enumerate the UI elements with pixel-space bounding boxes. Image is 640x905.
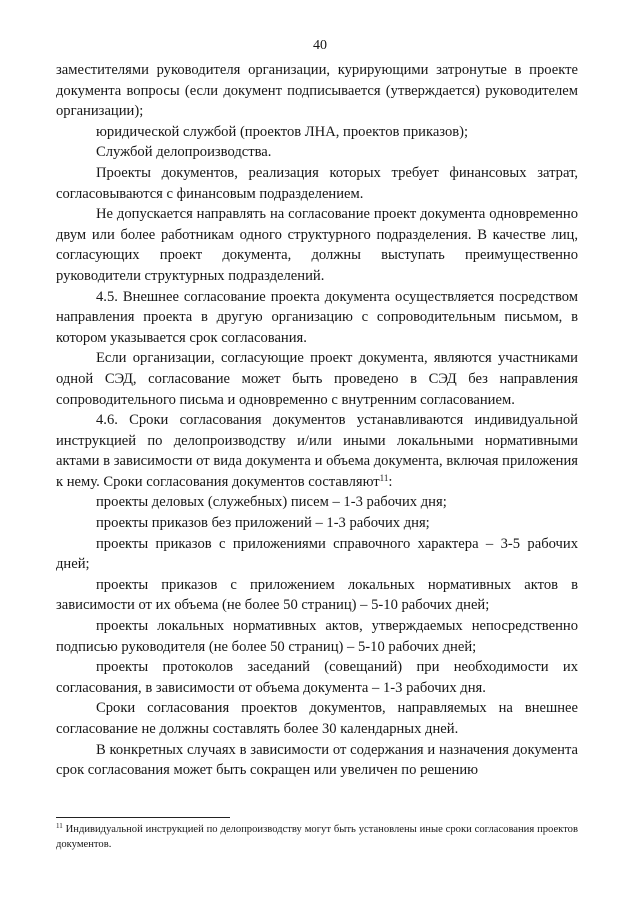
paragraph: Службой делопроизводства. xyxy=(96,144,272,161)
footnote-reference[interactable]: 11 xyxy=(379,472,389,483)
paragraph: проекты деловых (служебных) писем – 1-3 рабочих дня; xyxy=(96,494,447,511)
paragraph: В конкретных случаях в зависимости от содержания и назначения документа срок согласования может быть сокращен или увеличен по решению xyxy=(56,741,578,779)
footnote-number: 11 xyxy=(56,822,63,830)
paragraph: юридической службой (проектов ЛНА, проектов приказов); xyxy=(96,123,469,140)
paragraph: Проекты документов, реализация которых требует финансовых затрат, согласовываются с финансовым подразделением. xyxy=(56,164,578,202)
footnote-divider xyxy=(56,817,230,818)
paragraph: проекты протоколов заседаний (совещаний) при необходимости их согласования, в зависимости от объема документа – 1-3 рабочих дня. xyxy=(56,659,578,696)
paragraph-with-footnote-ref xyxy=(56,410,578,492)
paragraph: 4.5. Внешнее согласование проекта документа осуществляется посредством направления проекта в другую организацию с сопроводительным письмом, в котором указывается срок согласования. xyxy=(56,288,578,346)
paragraph: Сроки согласования проектов документов, направляемых на внешнее согласование не должны составлять более 30 календарных дней. xyxy=(56,700,578,737)
paragraph: Если организации, согласующие проект документа, являются участниками одной СЭД, согласование может быть проведено в СЭД без направления сопроводительного письма и одновременно с внутренним согласованием. xyxy=(56,350,578,408)
footnote xyxy=(56,822,578,852)
body-text xyxy=(56,60,578,781)
paragraph: проекты приказов без приложений – 1-3 рабочих дня; xyxy=(96,515,430,532)
paragraph: заместителями руководителя организации, курирующими затронутые в проекте документа вопросы (если документ подписывается (утверждается) руководителем организации); xyxy=(56,62,578,120)
paragraph: проекты приказов с приложением локальных нормативных актов в зависимости от их объема (не более 50 страниц) – 5-10 рабочих дней; xyxy=(56,576,578,614)
footnote-text: Индивидуальной инструкцией по делопроизводству могут быть установлены иные сроки согласования проектов документов. xyxy=(56,824,578,850)
paragraph-text: 4.6. Сроки согласования документов устанавливаются индивидуальной инструкцией по делопроизводству и/или иными локальными нормативными актами в зависимости от вида документа и объема документа, включая приложения к нему. Сроки согласования документов составляют xyxy=(56,412,578,490)
paragraph: проекты приказов с приложениями справочного характера – 3-5 рабочих дней; xyxy=(56,535,578,573)
paragraph-text-end: : xyxy=(388,473,393,490)
paragraph: Не допускается направлять на согласование проект документа одновременно двум или более работникам одного структурного подразделения. В качестве лиц, согласующих проект документа, должны выступать преимущественно руководители структурных подразделений. xyxy=(56,206,578,284)
page-number: 40 xyxy=(313,38,327,53)
paragraph: проекты локальных нормативных актов, утверждаемых непосредственно подписью руководителя (не более 50 страниц) – 5-10 рабочих дней; xyxy=(56,618,578,655)
